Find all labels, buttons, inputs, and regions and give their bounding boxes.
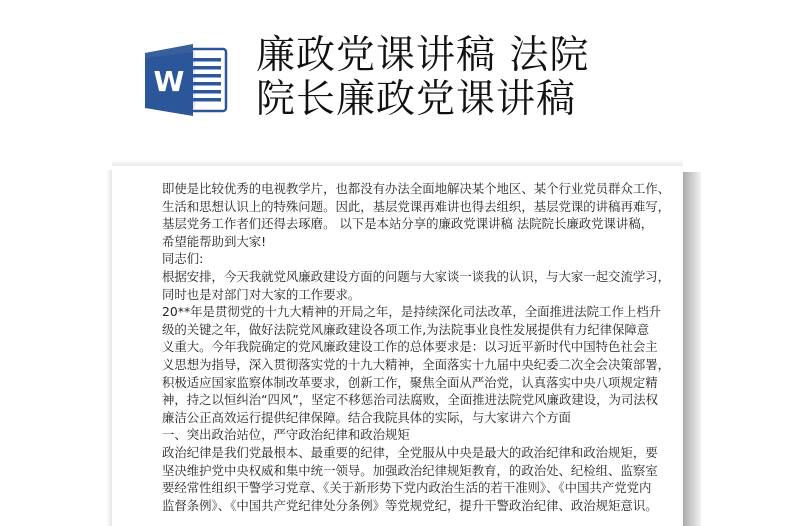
section-heading: 一、突出政治站位，严守政治纪律和政治规矩 [162, 427, 410, 443]
text-line: 基层党务工作者们还得去琢磨。 以下是本站分享的廉政党课讲稿 法院院长廉政党课讲稿， [162, 216, 654, 232]
page-title [256, 34, 589, 122]
page-shadow-right [683, 172, 701, 526]
word-document-icon [143, 44, 228, 116]
title-line-1: 廉政党课讲稿 法院 [256, 33, 590, 78]
text-line: 廉洁公正高效运行提供纪律保障。结合我院具体的实际，与大家讲六个方面 [162, 409, 571, 425]
text-line: 20**年是贯彻党的十九大精神的开局之年，是持续深化司法改革，全面推进法院工作上档升 [162, 304, 662, 320]
svg-text:W: W [153, 65, 185, 98]
document-body [162, 180, 674, 514]
header [0, 0, 800, 150]
text-line: 监督条例》、《中国共产党纪律处分条例》等党规党纪，提升干警政治纪律、政治规矩意识。 [162, 497, 658, 513]
text-line: 义重大。今年我院确定的党风廉政建设工作的总体要求是：以习近平新时代中国特色社会主 [162, 339, 658, 355]
text-line: 政治纪律是我们党最根本、最重要的纪律，全党服从中央是最大的政治纪律和政治规矩，要 [162, 444, 658, 460]
text-line: 即使是比较优秀的电视教学片，也都没有办法全面地解决某个地区、某个行业党员群众工作、 [162, 181, 671, 196]
document-page [112, 166, 683, 526]
title-line-2: 院长廉政党课讲稿 [256, 77, 577, 122]
text-line: 希望能帮助到大家! [162, 233, 267, 249]
text-line: 坚决维护党中央权威和集中统一领导。加强政治纪律规矩教育，的政治处、纪检组、监察室 [162, 462, 658, 478]
text-line: 生活和思想认识上的特殊问题。因此，基层党课再难讲也得去组织，基层党课的讲稿再难写， [162, 198, 671, 214]
text-line: 义思想为指导，深入贯彻落实党的十九大精神，全面落实十九届中央纪委二次全会决策部署， [162, 356, 671, 372]
text-line: 神，持之以恒纠治“四风”，坚定不移惩治司法腐败，全面推进法院党风廉政建设，为司法权 [162, 392, 659, 408]
text-line: 要经常性组织干警学习党章、《关于新形势下党内政治生活的若干准则》、《中国共产党党内 [162, 480, 652, 496]
text-line: 同时也是对部门对大家的工作要求。 [162, 286, 361, 302]
text-line: 积极适应国家监察体制改革要求，创新工作，聚焦全面从严治党，认真落实中央八项规定精 [162, 374, 658, 390]
salutation: 同志们: [162, 251, 204, 267]
text-line: 根据安排，今天我就党风廉政建设方面的问题与大家谈一谈我的认识，与大家一起交流学习， [162, 268, 671, 284]
text-line: 级的关键之年，做好法院党风廉政建设各项工作,为法院事业良性发展提供有力纪律保障意 [162, 321, 650, 337]
